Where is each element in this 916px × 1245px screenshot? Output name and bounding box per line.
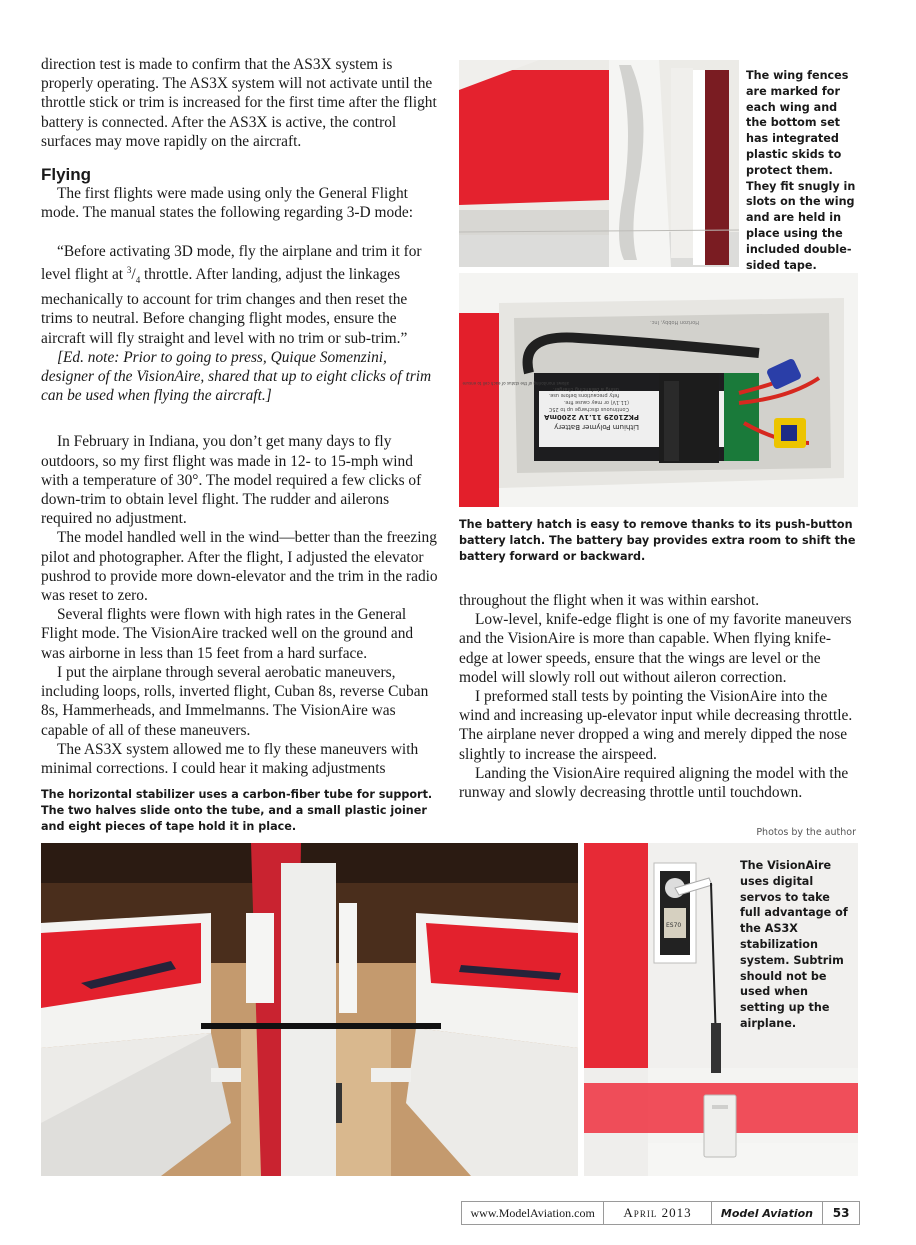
footer-page-number: 53	[832, 1206, 850, 1220]
servo-caption: The VisionAire uses digital servos to take full advantage of the AS3X stabilization system. Subtrim should not be used when setting up the airplane.	[740, 859, 848, 1030]
bay-label: Horizon Hobby, Inc.	[650, 319, 699, 325]
editor-note: [Ed. note: Prior to going to press, Quique Somenzini, designer of the VisionAire, shared that up to eight clicks of trim can be used when flying the aircraft.]	[41, 348, 432, 405]
flying-paragraph-3: The model handled well in the wind—better than the freezing pilot and photographer. After the flight, I adjusted the elevator pushrod to provide more down-elevator and the trim in the radio was reset to zero.	[41, 529, 438, 605]
spacer	[41, 405, 438, 424]
quote-text-before: “Before activating 3D mode, fly the airplane and trim it for level flight at	[41, 242, 422, 283]
battery-type-label: Lithium Polymer Battery	[554, 423, 639, 431]
fraction-numerator: 3	[126, 264, 132, 275]
fraction-denominator: 4	[135, 275, 141, 286]
battery-caption: The battery hatch is easy to remove thanks to its push-button battery latch. The battery bay provides extra room to shift the battery forward or backward.	[459, 518, 856, 563]
fraction-slash: /	[131, 265, 136, 283]
photo-credit: Photos by the author	[756, 827, 856, 838]
flying-paragraph-4: Several flights were flown with high rates in the General Flight mode. The VisionAire tracked well on the ground and was airborne in less than 15 feet from a hard surface.	[41, 606, 414, 662]
right-paragraph-3: I preformed stall tests by pointing the VisionAire into the wind and increasing up-elevator input while decreasing throttle. The airplane never dropped a wing and merely dipped the nose slightly to increase the airspeed.	[459, 688, 853, 763]
intro-paragraph: direction test is made to confirm that the AS3X system is properly operating. The AS3X system will not activate until the throttle stick or trim is increased for the first time after the flight battery is connected. After the AS3X is active, the control surfaces may move rapidly on the aircraft.	[41, 56, 437, 150]
right-paragraph-1: throughout the flight when it was within earshot.	[459, 592, 760, 609]
page-footer	[461, 1201, 860, 1225]
wing-fence-caption: The wing fences are marked for each wing and the bottom set has integrated plastic skids to protect them. They fit snugly in slots on the wing and are held in place using the included double-sided tape.	[746, 69, 856, 272]
battery-note-5: allows monitoring of the status of each cell to ensure	[462, 381, 569, 386]
section-heading-flying: Flying	[41, 165, 92, 185]
right-column	[459, 591, 858, 802]
quote-text-after: throttle. After landing, adjust the linkages mechanically to account for trim changes and then reset the trims to neutral. Before changing flight modes, ensure the aircraft will fly straight and level with no trim or sub-trim.”	[41, 265, 408, 347]
footer-magazine: Model Aviation	[712, 1202, 823, 1224]
battery-bay-photo	[459, 273, 858, 507]
right-paragraph-4: Landing the VisionAire required aligning the model with the runway and slowly decreasing throttle until touchdown.	[459, 764, 849, 802]
flying-paragraph-2: In February in Indiana, you don’t get many days to fly outdoors, so my first flight was made in 12- to 15-mph wind with a temperature of 30°. The model required a few clicks of down-trim to obtain level flight. The rudder and ailerons required no adjustment.	[41, 433, 422, 528]
stabilizer-caption: The horizontal stabilizer uses a carbon-fiber tube for support. The two halves slide onto the tube, and a small plastic joiner and eight pieces of tape hold it in place.	[41, 788, 433, 833]
footer-website: www.ModelAviation.com	[462, 1202, 604, 1224]
wing-fence-photo	[459, 60, 739, 267]
footer-issue: April 2013	[604, 1202, 711, 1224]
flying-paragraph-1: The first flights were made using only the General Flight mode. The manual states the following regarding 3-D mode:	[41, 185, 413, 222]
manual-quote	[41, 242, 438, 348]
battery-note-3: fety precautions before use.	[548, 392, 619, 398]
flying-paragraph-5: I put the airplane through several aerobatic maneuvers, including loops, rolls, inverted flight, Cuban 8s, reverse Cuban 8s, Hammerheads, and Immelmanns. The VisionAire was capable of all of these maneuvers.	[41, 663, 429, 739]
flying-paragraph-6: The AS3X system allowed me to fly these maneuvers with minimal corrections. I could hear it making adjustments	[41, 740, 419, 777]
right-paragraph-2: Low-level, knife-edge flight is one of my favorite maneuvers and the VisionAire is more than capable. When flying knife-edge at lower speeds, ensure that the wings are level or the model will slowly roll out without aileron correction.	[459, 611, 852, 686]
stabilizer-photo	[41, 843, 578, 1176]
servo-label: ES70	[666, 922, 682, 929]
battery-note-4: using a balancing charger.	[552, 386, 619, 392]
battery-note-1: Continuous discharge up to 25C	[548, 406, 629, 412]
battery-model-label: PKZ1029 11.1V 2200mA	[544, 413, 639, 421]
battery-note-2: (11.1V) or may cause fire.	[563, 399, 629, 405]
left-column	[41, 55, 438, 778]
